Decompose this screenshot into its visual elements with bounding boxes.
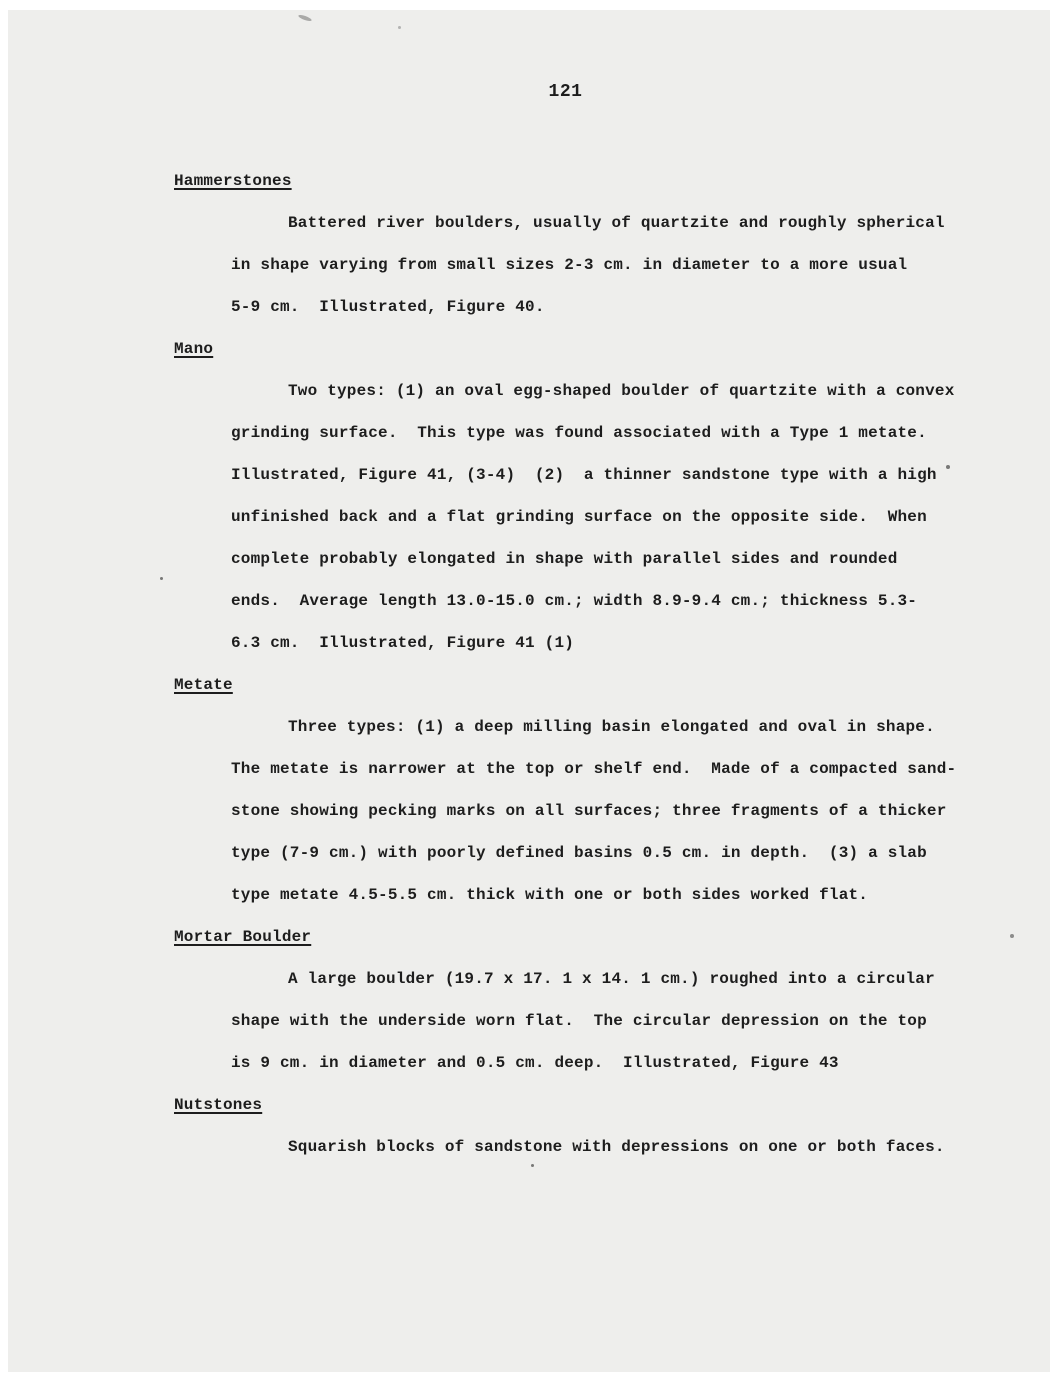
section-paragraph — [174, 202, 964, 328]
text-line: grinding surface. This type was found associated with a Type 1 metate. — [231, 424, 927, 442]
section-paragraph — [174, 1126, 964, 1168]
text-line: Three types: (1) a deep milling basin elongated and oval in shape. — [288, 718, 935, 736]
text-line: is 9 cm. in diameter and 0.5 cm. deep. Illustrated, Figure 43 — [231, 1054, 839, 1072]
section-heading — [174, 664, 964, 706]
section-heading — [174, 160, 964, 202]
text-line: Battered river boulders, usually of quartzite and roughly spherical — [288, 214, 945, 232]
text-line: unfinished back and a flat grinding surface on the opposite side. When — [231, 508, 927, 526]
section-heading — [174, 916, 964, 958]
scan-speck — [398, 26, 401, 29]
text-line: complete probably elongated in shape with parallel sides and rounded — [231, 550, 898, 568]
section-mortar-boulder — [174, 916, 964, 1084]
section-mano — [174, 328, 964, 664]
section-heading — [174, 328, 964, 370]
text-line: 5-9 cm. Illustrated, Figure 40. — [231, 298, 545, 316]
text-line: Squarish blocks of sandstone with depressions on one or both faces. — [288, 1138, 945, 1156]
text-line: Illustrated, Figure 41, (3-4) (2) a thinner sandstone type with a high — [231, 466, 937, 484]
section-nutstones — [174, 1084, 964, 1168]
text-line: in shape varying from small sizes 2-3 cm. in diameter to a more usual — [231, 256, 908, 274]
text-line: 6.3 cm. Illustrated, Figure 41 (1) — [231, 634, 575, 652]
section-hammerstones — [174, 160, 964, 328]
section-metate — [174, 664, 964, 916]
section-paragraph — [174, 958, 964, 1084]
text-line: The metate is narrower at the top or shelf end. Made of a compacted sand- — [231, 760, 957, 778]
text-line: shape with the underside worn flat. The circular depression on the top — [231, 1012, 927, 1030]
scan-speck — [1010, 934, 1014, 938]
page-number: 121 — [548, 82, 583, 102]
section-heading-text: Hammerstones — [174, 172, 292, 190]
section-heading-text: Mano — [174, 340, 214, 358]
document-page — [8, 10, 1050, 1372]
document-body — [174, 160, 964, 1168]
text-line: type (7-9 cm.) with poorly defined basins 0.5 cm. in depth. (3) a slab — [231, 844, 927, 862]
section-heading-text: Nutstones — [174, 1096, 263, 1114]
scan-speck — [298, 14, 313, 23]
section-heading — [174, 1084, 964, 1126]
scan-speck — [160, 577, 163, 580]
text-line: ends. Average length 13.0-15.0 cm.; width 8.9-9.4 cm.; thickness 5.3- — [231, 592, 918, 610]
text-line: stone showing pecking marks on all surfaces; three fragments of a thicker — [231, 802, 947, 820]
section-heading-text: Mortar Boulder — [174, 928, 312, 946]
section-paragraph — [174, 370, 964, 664]
text-line: Two types: (1) an oval egg-shaped boulder of quartzite with a convex — [288, 382, 955, 400]
text-line: type metate 4.5-5.5 cm. thick with one or both sides worked flat. — [231, 886, 869, 904]
section-heading-text: Metate — [174, 676, 233, 694]
section-paragraph — [174, 706, 964, 916]
text-line: A large boulder (19.7 x 17. 1 x 14. 1 cm.) roughed into a circular — [288, 970, 935, 988]
